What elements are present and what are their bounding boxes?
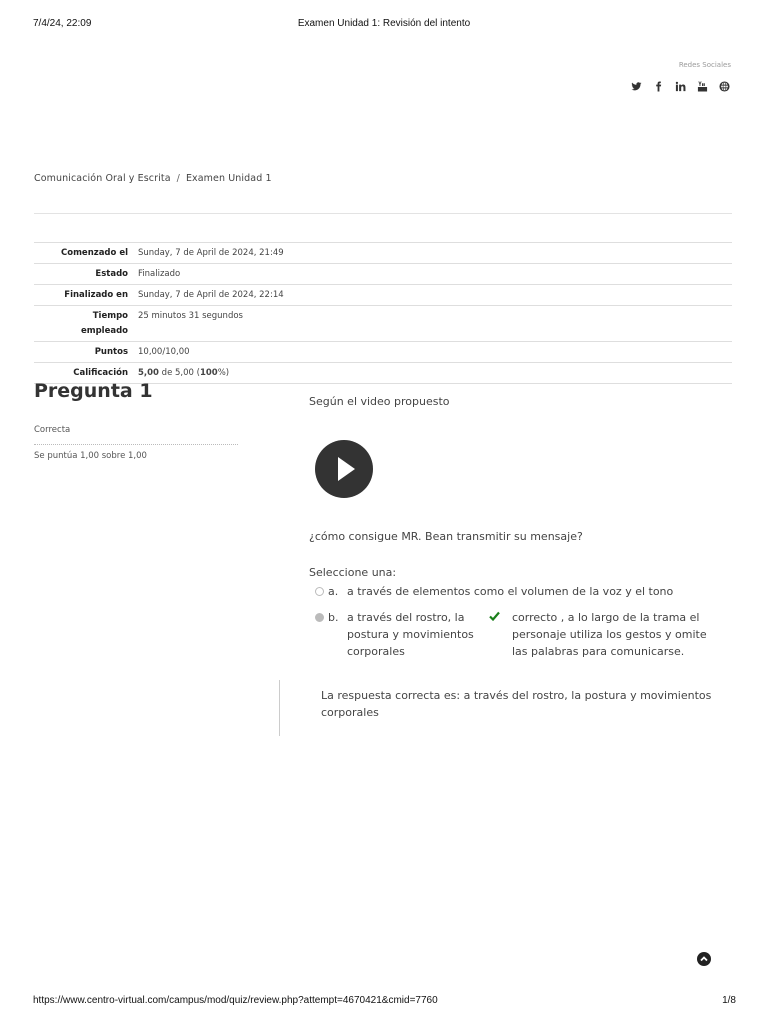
option-b-feedback <box>512 609 707 660</box>
print-page-number: 1/8 <box>722 995 736 1006</box>
option-a-text[interactable]: a través de elementos como el volumen de la voz y el tono <box>347 585 674 598</box>
summary-label: Comenzado el <box>61 248 128 258</box>
summary-value <box>132 363 732 384</box>
video-play-button[interactable] <box>315 440 373 498</box>
chevron-up-icon <box>697 952 711 966</box>
feedback-line: personaje utiliza los gestos y omite <box>512 628 707 641</box>
back-to-top-button[interactable] <box>697 952 711 966</box>
summary-label: Estado <box>95 269 128 279</box>
correct-answer <box>321 687 711 721</box>
twitter-icon[interactable] <box>630 80 642 92</box>
option-a-radio[interactable] <box>315 587 324 596</box>
summary-value: 10,00/10,00 <box>138 347 190 357</box>
correct-answer-line: corporales <box>321 706 379 719</box>
feedback-border <box>279 680 281 736</box>
check-icon <box>489 611 500 621</box>
globe-icon[interactable] <box>718 80 730 92</box>
option-b-text[interactable] <box>347 609 487 660</box>
summary-label: Puntos <box>94 347 128 357</box>
grade-end: %) <box>217 368 230 378</box>
summary-label <box>34 306 132 342</box>
print-title: Examen Unidad 1: Revisión del intento <box>297 18 471 29</box>
correct-answer-line: La respuesta correcta es: a través del rostro, la postura y movimientos <box>321 689 712 702</box>
attempt-summary-table <box>34 242 732 384</box>
play-icon <box>315 440 373 498</box>
feedback-line: las palabras para comunicarse. <box>512 645 685 658</box>
grade-of: de 5,00 ( <box>158 368 200 378</box>
print-url: https://www.centro-virtual.com/campus/mod/quiz/review.php?attempt=4670421&cmid=7760 <box>33 995 438 1006</box>
summary-value: Sunday, 7 de April de 2024, 21:49 <box>138 248 284 258</box>
question-intro: Según el video propuesto <box>309 395 450 408</box>
summary-value: 25 minutos 31 segundos <box>138 311 243 321</box>
summary-row <box>34 306 732 342</box>
summary-value: Finalizado <box>138 269 181 279</box>
divider <box>34 213 732 214</box>
facebook-icon[interactable] <box>652 80 664 92</box>
breadcrumb-course-link[interactable]: Comunicación Oral y Escrita <box>34 173 171 184</box>
social-icons <box>630 80 730 92</box>
summary-row <box>34 264 732 285</box>
summary-label-line: empleado <box>80 326 128 336</box>
youtube-icon[interactable] <box>696 80 708 92</box>
feedback-line: correcto , a lo largo de la trama el <box>512 611 700 624</box>
summary-label: Finalizado en <box>64 290 128 300</box>
question-info-divider <box>34 444 238 445</box>
select-label: Seleccione una: <box>309 566 397 579</box>
print-datetime: 7/4/24, 22:09 <box>33 18 92 29</box>
breadcrumb-current-link[interactable]: Examen Unidad 1 <box>185 173 272 184</box>
summary-value: Sunday, 7 de April de 2024, 22:14 <box>138 290 284 300</box>
question-title: Pregunta 1 <box>34 380 153 402</box>
option-b-line: a través del rostro, la <box>347 611 465 624</box>
summary-label-line: Tiempo <box>92 311 128 321</box>
social-label: Redes Sociales <box>678 61 731 69</box>
option-b-line: postura y movimientos <box>347 628 474 641</box>
breadcrumb <box>34 173 272 184</box>
question-prompt: ¿cómo consigue MR. Bean transmitir su mensaje? <box>309 530 583 543</box>
option-a-letter: a. <box>328 585 339 598</box>
summary-row <box>34 243 732 264</box>
grade-value: 5,00 <box>138 368 159 378</box>
summary-row <box>34 285 732 306</box>
summary-row <box>34 342 732 363</box>
question-score: Se puntúa 1,00 sobre 1,00 <box>34 451 147 461</box>
option-b-line: corporales <box>347 645 405 658</box>
breadcrumb-separator: / <box>176 173 180 184</box>
summary-label: Calificación <box>73 368 128 378</box>
option-b-letter: b. <box>328 611 339 624</box>
question-status: Correcta <box>34 425 71 435</box>
option-b-radio[interactable] <box>315 613 324 622</box>
grade-percent: 100 <box>199 368 218 378</box>
linkedin-icon[interactable] <box>674 80 686 92</box>
